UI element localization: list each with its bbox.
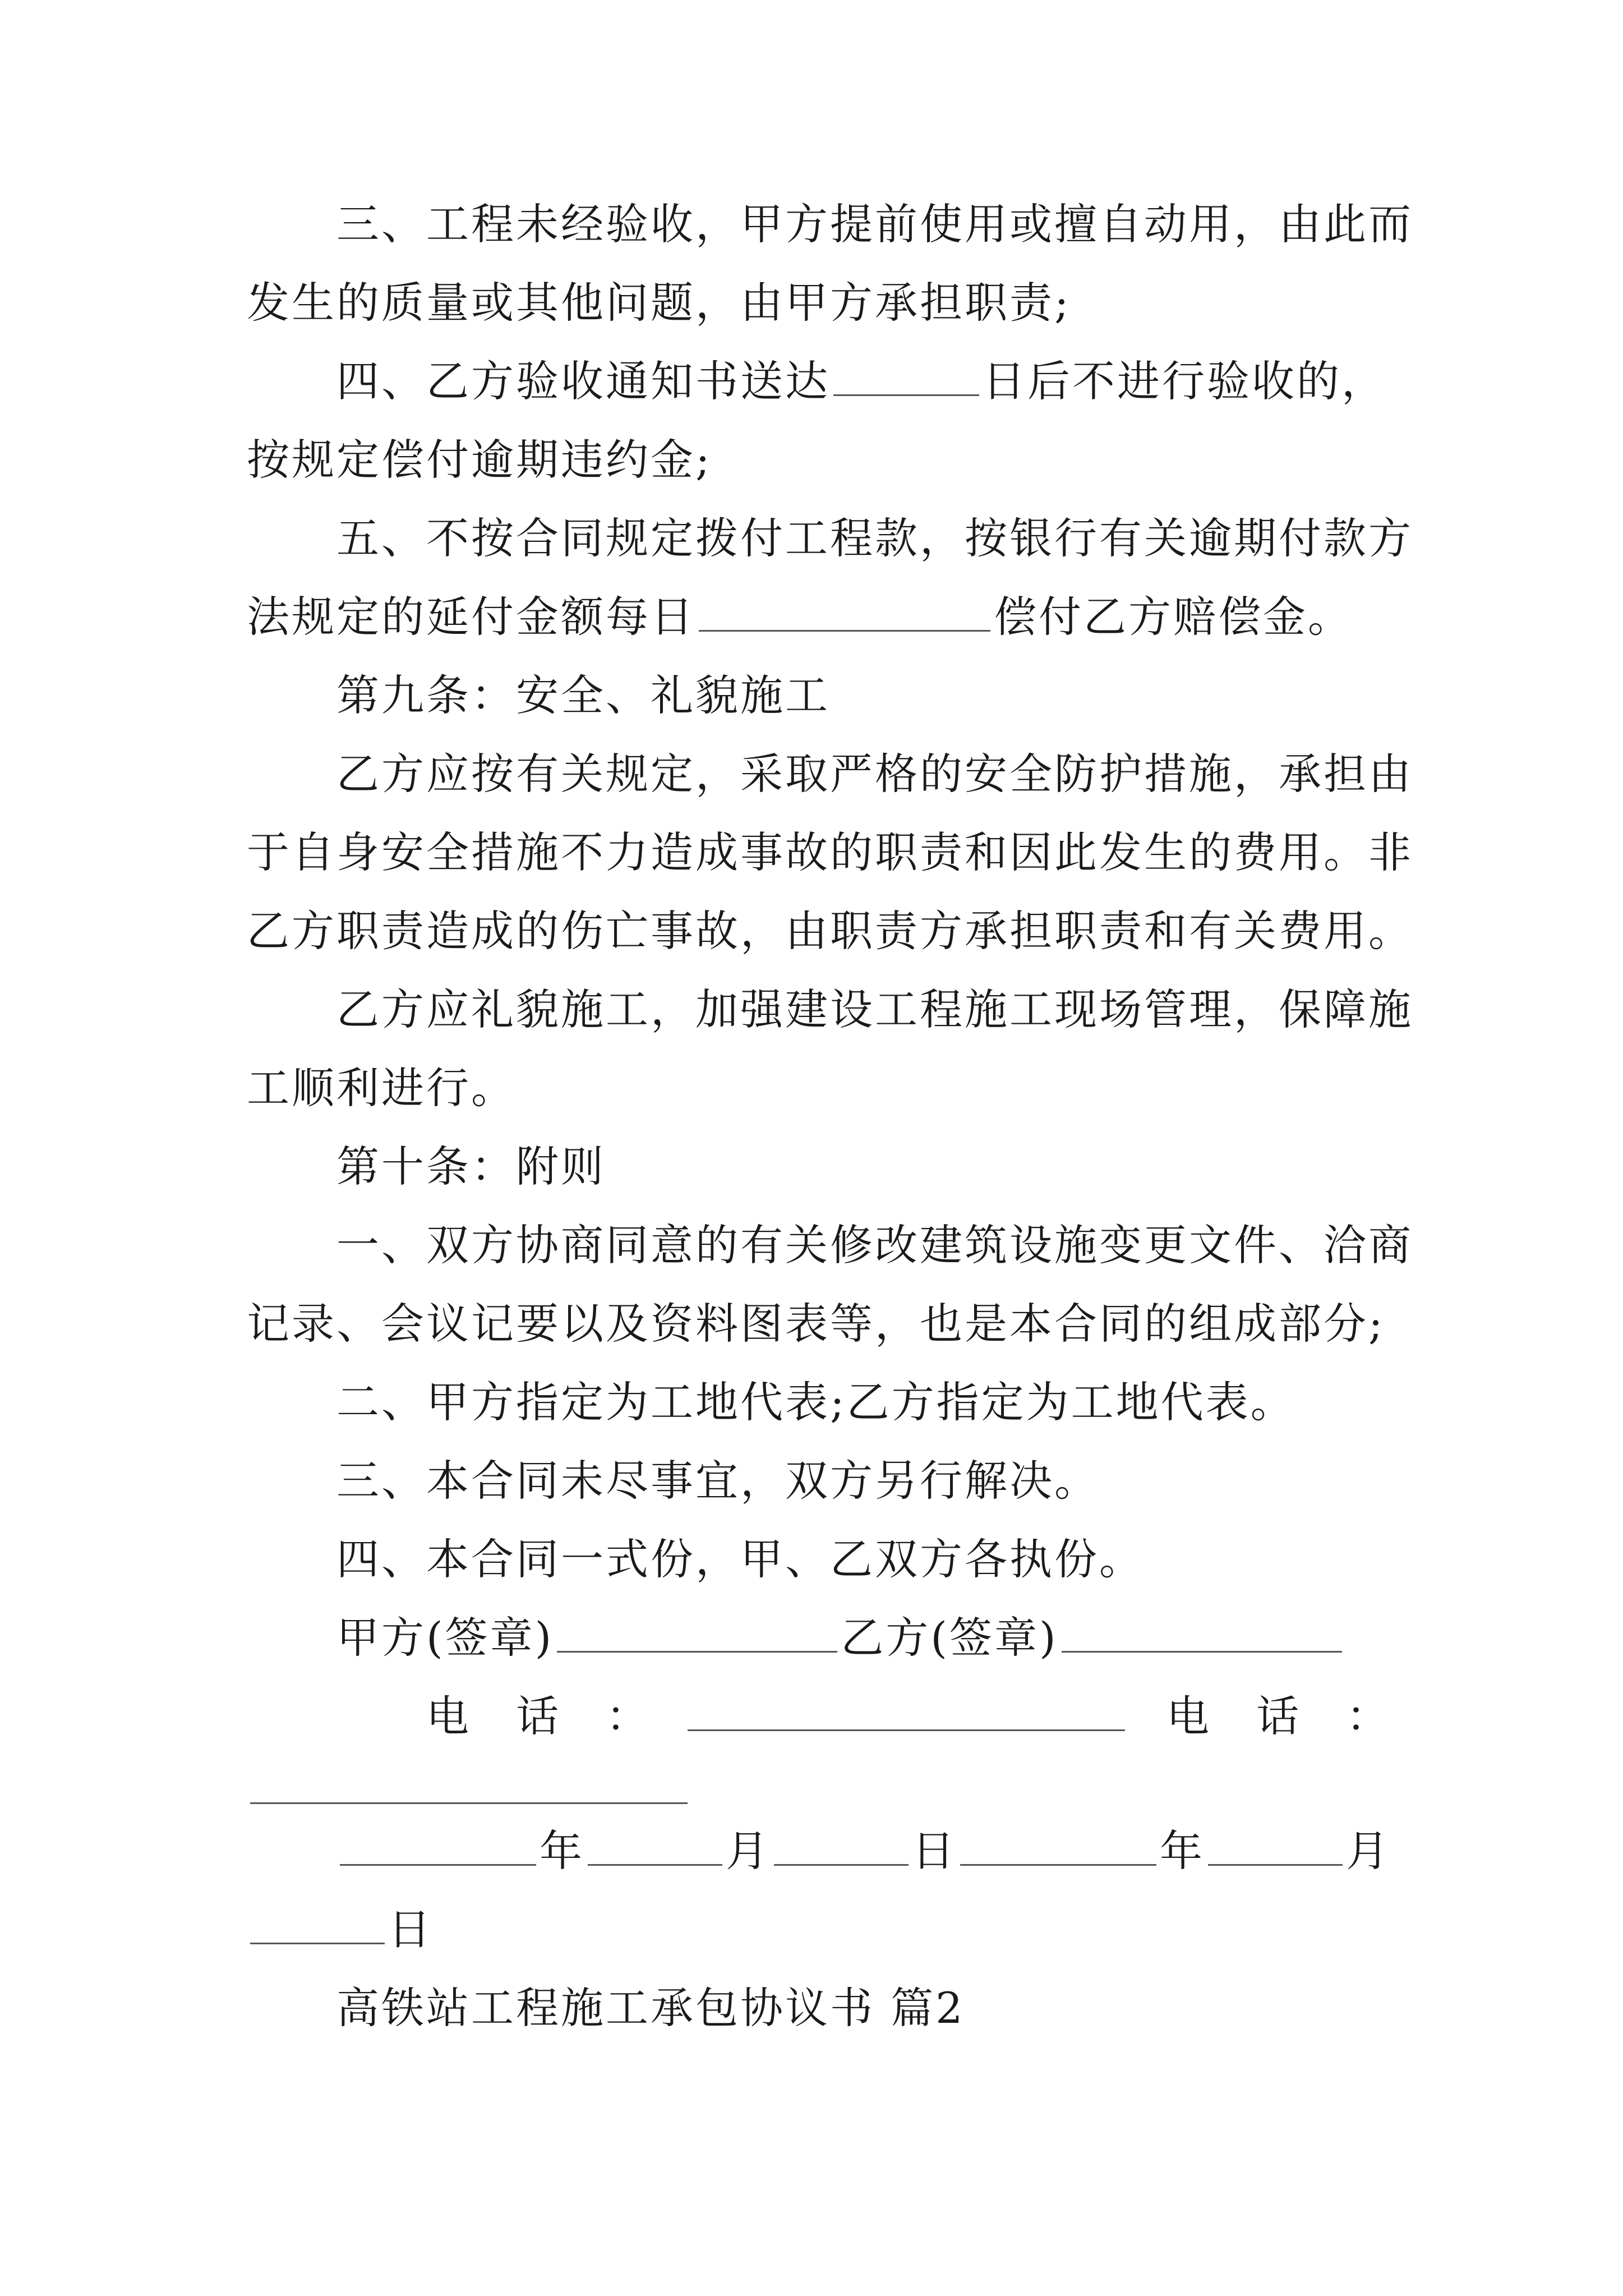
party-a-phone-label: 电 话 ： bbox=[426, 1691, 666, 1741]
clause-4-line-1 bbox=[336, 353, 1386, 409]
clause-3-line-1: 三、工程未经验收，甲方提前使用或擅自动用，由此而 bbox=[336, 199, 1413, 249]
amount-blank bbox=[699, 591, 990, 632]
clause-3-line-2: 发生的质量或其他问题，由甲方承担职责; bbox=[247, 278, 1071, 328]
signature-line bbox=[336, 1610, 1345, 1666]
party-a-seal-label: 甲方(签章) bbox=[336, 1613, 554, 1663]
party-b-year-blank bbox=[960, 1825, 1156, 1866]
days-blank bbox=[833, 355, 979, 396]
date-line-2 bbox=[247, 1902, 433, 1958]
next-section-title: 高铁站工程施工承包协议书 篇2 bbox=[336, 1983, 965, 2033]
clause-5-text-post: 偿付乙方赔偿金。 bbox=[994, 592, 1353, 642]
party-a-day-label: 日 bbox=[912, 1826, 957, 1876]
clause-4-text-pre: 四、乙方验收通知书送达 bbox=[336, 356, 830, 406]
party-a-month-label: 月 bbox=[726, 1826, 771, 1876]
annex-1-line-2: 记录、会议记要以及资料图表等，也是本合同的组成部分; bbox=[247, 1299, 1385, 1349]
party-b-month-blank bbox=[1208, 1825, 1343, 1866]
party-b-seal-blank bbox=[1062, 1612, 1342, 1653]
courtesy-para-line-2: 工顺利进行。 bbox=[247, 1063, 516, 1113]
article-9-heading: 第九条：安全、礼貌施工 bbox=[336, 670, 830, 720]
clause-5-line-1: 五、不按合同规定拨付工程款，按银行有关逾期付款方 bbox=[336, 513, 1413, 563]
party-b-month-label: 月 bbox=[1346, 1826, 1391, 1876]
party-b-phone-blank bbox=[250, 1763, 688, 1804]
clause-4-line-2: 按规定偿付逾期违约金; bbox=[247, 435, 712, 485]
party-b-year-label: 年 bbox=[1160, 1826, 1205, 1876]
party-a-year-label: 年 bbox=[540, 1826, 584, 1876]
annex-2: 二、甲方指定为工地代表;乙方指定为工地代表。 bbox=[336, 1377, 1295, 1427]
party-a-phone-blank-wrap bbox=[684, 1688, 1128, 1745]
party-b-phone-blank-wrap bbox=[247, 1761, 691, 1818]
party-b-day-blank bbox=[250, 1903, 385, 1944]
annex-4: 四、本合同一式份，甲、乙双方各执份。 bbox=[336, 1534, 1144, 1584]
annex-1-line-1: 一、双方协商同意的有关修改建筑设施变更文件、洽商 bbox=[336, 1220, 1413, 1270]
safety-para-line-2: 于自身安全措施不力造成事故的职责和因此发生的费用。非 bbox=[247, 827, 1413, 877]
clause-4-text-post: 日后不进行验收的， bbox=[983, 356, 1386, 406]
article-10-heading: 第十条：附则 bbox=[336, 1142, 606, 1191]
party-a-day-blank bbox=[774, 1825, 909, 1866]
party-b-phone-label: 电 话 ： bbox=[1166, 1691, 1406, 1741]
safety-para-line-1: 乙方应按有关规定，采取严格的安全防护措施，承担由 bbox=[336, 749, 1413, 799]
annex-3: 三、本合同未尽事宜，双方另行解决。 bbox=[336, 1456, 1099, 1506]
party-a-phone-blank bbox=[688, 1690, 1125, 1731]
party-b-seal-label: 乙方(签章) bbox=[841, 1613, 1058, 1663]
clause-5-text-pre: 法规定的延付金额每日 bbox=[247, 592, 695, 642]
clause-5-line-2 bbox=[247, 589, 1353, 645]
party-a-year-blank bbox=[340, 1825, 536, 1866]
courtesy-para-line-1: 乙方应礼貌施工，加强建设工程施工现场管理，保障施 bbox=[336, 984, 1413, 1034]
party-b-day-label: 日 bbox=[388, 1904, 433, 1954]
party-a-month-blank bbox=[588, 1825, 722, 1866]
date-line bbox=[336, 1823, 1391, 1879]
party-a-seal-blank bbox=[557, 1612, 837, 1653]
safety-para-line-3: 乙方职责造成的伤亡事故，由职责方承担职责和有关费用。 bbox=[247, 906, 1413, 956]
